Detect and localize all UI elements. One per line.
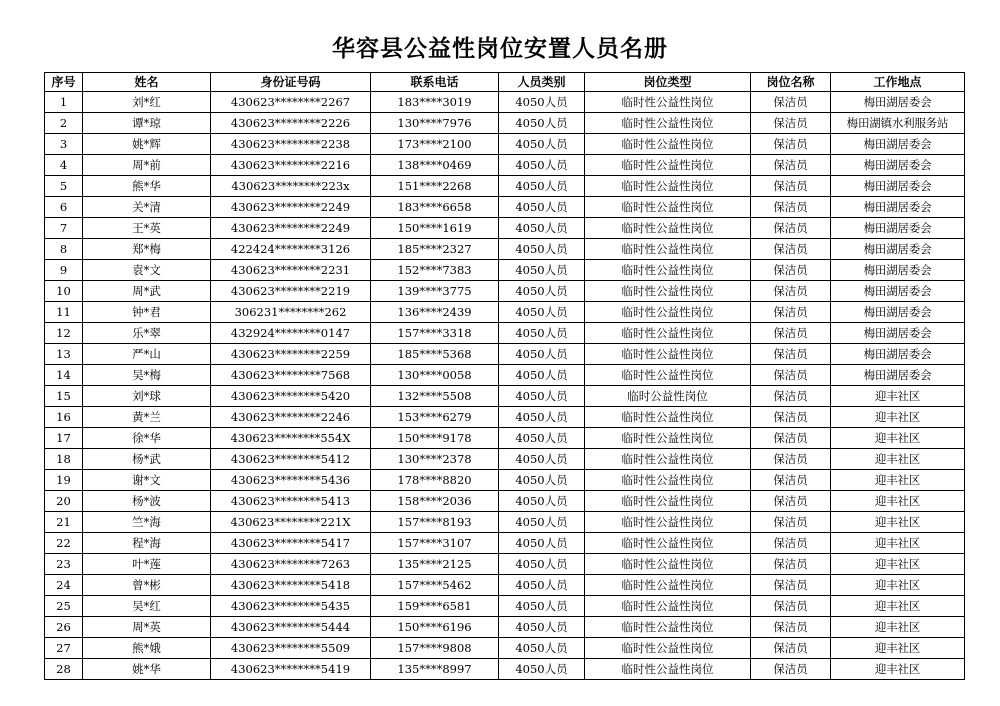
cell-id-number: 430623********5413 (211, 491, 371, 512)
table-row (45, 386, 965, 407)
cell-post-name: 保洁员 (751, 596, 831, 617)
cell-phone: 151****2268 (371, 176, 499, 197)
cell-name: 程*海 (83, 533, 211, 554)
cell-post-name: 保洁员 (751, 491, 831, 512)
cell-name: 曾*彬 (83, 575, 211, 596)
cell-post-type: 临时性公益性岗位 (585, 638, 751, 659)
cell-phone: 135****2125 (371, 554, 499, 575)
cell-post-name: 保洁员 (751, 449, 831, 470)
roster-table (44, 72, 965, 680)
cell-work-location: 梅田湖居委会 (831, 344, 965, 365)
cell-index: 2 (45, 113, 83, 134)
cell-index: 17 (45, 428, 83, 449)
cell-post-name: 保洁员 (751, 407, 831, 428)
cell-post-name: 保洁员 (751, 533, 831, 554)
cell-phone: 157****9808 (371, 638, 499, 659)
cell-category: 4050人员 (499, 449, 585, 470)
cell-post-name: 保洁员 (751, 617, 831, 638)
cell-post-name: 保洁员 (751, 470, 831, 491)
cell-id-number: 430623********5435 (211, 596, 371, 617)
table-row (45, 113, 965, 134)
cell-id-number: 430623********2226 (211, 113, 371, 134)
cell-work-location: 迎丰社区 (831, 470, 965, 491)
table-row (45, 659, 965, 680)
cell-index: 8 (45, 239, 83, 260)
cell-id-number: 430623********2246 (211, 407, 371, 428)
cell-phone: 132****5508 (371, 386, 499, 407)
cell-category: 4050人员 (499, 323, 585, 344)
cell-category: 4050人员 (499, 617, 585, 638)
table-row (45, 260, 965, 281)
cell-phone: 159****6581 (371, 596, 499, 617)
cell-post-type: 临时性公益性岗位 (585, 365, 751, 386)
cell-id-number: 430623********5444 (211, 617, 371, 638)
cell-work-location: 迎丰社区 (831, 638, 965, 659)
table-row (45, 533, 965, 554)
cell-phone: 150****1619 (371, 218, 499, 239)
table-row (45, 365, 965, 386)
table-row (45, 512, 965, 533)
table-row (45, 197, 965, 218)
cell-post-type: 临时性公益性岗位 (585, 134, 751, 155)
cell-post-type: 临时性公益性岗位 (585, 533, 751, 554)
cell-index: 12 (45, 323, 83, 344)
cell-work-location: 梅田湖居委会 (831, 176, 965, 197)
cell-post-type: 临时性公益性岗位 (585, 260, 751, 281)
cell-index: 28 (45, 659, 83, 680)
cell-id-number: 430623********2259 (211, 344, 371, 365)
table-row (45, 617, 965, 638)
table-row (45, 218, 965, 239)
cell-post-type: 临时性公益性岗位 (585, 428, 751, 449)
cell-category: 4050人员 (499, 134, 585, 155)
cell-name: 周*武 (83, 281, 211, 302)
cell-work-location: 梅田湖居委会 (831, 218, 965, 239)
cell-work-location: 梅田湖居委会 (831, 323, 965, 344)
cell-phone: 152****7383 (371, 260, 499, 281)
cell-post-name: 保洁员 (751, 281, 831, 302)
cell-index: 9 (45, 260, 83, 281)
cell-category: 4050人员 (499, 218, 585, 239)
cell-name: 关*清 (83, 197, 211, 218)
cell-index: 26 (45, 617, 83, 638)
cell-post-name: 保洁员 (751, 659, 831, 680)
cell-post-name: 保洁员 (751, 575, 831, 596)
table-row (45, 302, 965, 323)
cell-category: 4050人员 (499, 365, 585, 386)
table-row (45, 134, 965, 155)
cell-post-type: 临时性公益性岗位 (585, 407, 751, 428)
cell-id-number: 430623********7568 (211, 365, 371, 386)
cell-id-number: 430623********2238 (211, 134, 371, 155)
cell-category: 4050人员 (499, 638, 585, 659)
cell-phone: 173****2100 (371, 134, 499, 155)
cell-name: 钟*君 (83, 302, 211, 323)
cell-post-name: 保洁员 (751, 176, 831, 197)
cell-name: 袁*文 (83, 260, 211, 281)
cell-name: 周*前 (83, 155, 211, 176)
cell-id-number: 432924********0147 (211, 323, 371, 344)
cell-name: 谭*琼 (83, 113, 211, 134)
cell-name: 郑*梅 (83, 239, 211, 260)
cell-phone: 157****3318 (371, 323, 499, 344)
cell-post-name: 保洁员 (751, 260, 831, 281)
cell-work-location: 迎丰社区 (831, 512, 965, 533)
cell-id-number: 430623********2216 (211, 155, 371, 176)
cell-post-type: 临时性公益性岗位 (585, 470, 751, 491)
cell-id-number: 430623********5509 (211, 638, 371, 659)
cell-index: 3 (45, 134, 83, 155)
cell-name: 严*山 (83, 344, 211, 365)
col-header-post-name: 岗位名称 (751, 73, 831, 92)
cell-index: 14 (45, 365, 83, 386)
cell-category: 4050人员 (499, 92, 585, 113)
cell-index: 13 (45, 344, 83, 365)
cell-id-number: 430623********223x (211, 176, 371, 197)
cell-category: 4050人员 (499, 197, 585, 218)
cell-id-number: 430623********5420 (211, 386, 371, 407)
cell-name: 谢*文 (83, 470, 211, 491)
cell-post-name: 保洁员 (751, 302, 831, 323)
cell-post-type: 临时性公益性岗位 (585, 575, 751, 596)
cell-id-number: 430623********2231 (211, 260, 371, 281)
cell-post-name: 保洁员 (751, 554, 831, 575)
cell-phone: 158****2036 (371, 491, 499, 512)
cell-category: 4050人员 (499, 512, 585, 533)
cell-id-number: 430623********5417 (211, 533, 371, 554)
table-row (45, 281, 965, 302)
table-row (45, 491, 965, 512)
col-header-name: 姓名 (83, 73, 211, 92)
cell-id-number: 422424********3126 (211, 239, 371, 260)
cell-post-type: 临时性公益性岗位 (585, 92, 751, 113)
cell-post-type: 临时性公益性岗位 (585, 596, 751, 617)
cell-name: 黄*兰 (83, 407, 211, 428)
cell-name: 杨*武 (83, 449, 211, 470)
cell-index: 25 (45, 596, 83, 617)
cell-index: 22 (45, 533, 83, 554)
cell-index: 10 (45, 281, 83, 302)
cell-post-name: 保洁员 (751, 638, 831, 659)
cell-post-type: 临时性公益性岗位 (585, 155, 751, 176)
table-row (45, 344, 965, 365)
cell-phone: 150****6196 (371, 617, 499, 638)
cell-phone: 183****6658 (371, 197, 499, 218)
cell-post-name: 保洁员 (751, 92, 831, 113)
cell-work-location: 迎丰社区 (831, 428, 965, 449)
cell-name: 王*英 (83, 218, 211, 239)
cell-phone: 157****3107 (371, 533, 499, 554)
cell-work-location: 梅田湖居委会 (831, 134, 965, 155)
cell-category: 4050人员 (499, 575, 585, 596)
table-row (45, 428, 965, 449)
table-row (45, 155, 965, 176)
cell-post-name: 保洁员 (751, 113, 831, 134)
cell-post-type: 临时公益性岗位 (585, 386, 751, 407)
cell-name: 乐*翠 (83, 323, 211, 344)
cell-category: 4050人员 (499, 239, 585, 260)
cell-post-name: 保洁员 (751, 197, 831, 218)
cell-phone: 130****0058 (371, 365, 499, 386)
cell-index: 4 (45, 155, 83, 176)
cell-category: 4050人员 (499, 596, 585, 617)
cell-index: 18 (45, 449, 83, 470)
cell-work-location: 迎丰社区 (831, 449, 965, 470)
cell-name: 熊*娥 (83, 638, 211, 659)
cell-name: 姚*辉 (83, 134, 211, 155)
cell-phone: 138****0469 (371, 155, 499, 176)
cell-category: 4050人员 (499, 260, 585, 281)
cell-category: 4050人员 (499, 344, 585, 365)
cell-post-name: 保洁员 (751, 344, 831, 365)
cell-phone: 183****3019 (371, 92, 499, 113)
cell-post-name: 保洁员 (751, 365, 831, 386)
table-row (45, 407, 965, 428)
cell-index: 7 (45, 218, 83, 239)
cell-index: 1 (45, 92, 83, 113)
cell-index: 5 (45, 176, 83, 197)
cell-index: 16 (45, 407, 83, 428)
cell-index: 6 (45, 197, 83, 218)
cell-post-type: 临时性公益性岗位 (585, 554, 751, 575)
cell-id-number: 430623********554X (211, 428, 371, 449)
cell-phone: 130****7976 (371, 113, 499, 134)
cell-work-location: 梅田湖居委会 (831, 302, 965, 323)
cell-work-location: 迎丰社区 (831, 596, 965, 617)
cell-category: 4050人员 (499, 554, 585, 575)
cell-name: 吴*红 (83, 596, 211, 617)
cell-work-location: 迎丰社区 (831, 575, 965, 596)
cell-id-number: 430623********2219 (211, 281, 371, 302)
cell-id-number: 430623********5419 (211, 659, 371, 680)
cell-work-location: 迎丰社区 (831, 491, 965, 512)
cell-index: 19 (45, 470, 83, 491)
cell-category: 4050人员 (499, 533, 585, 554)
cell-work-location: 迎丰社区 (831, 659, 965, 680)
cell-category: 4050人员 (499, 302, 585, 323)
cell-post-name: 保洁员 (751, 155, 831, 176)
cell-post-type: 临时性公益性岗位 (585, 302, 751, 323)
col-header-post-type: 岗位类型 (585, 73, 751, 92)
cell-work-location: 梅田湖居委会 (831, 281, 965, 302)
table-row (45, 596, 965, 617)
cell-index: 24 (45, 575, 83, 596)
roster-body (45, 92, 965, 680)
cell-work-location: 迎丰社区 (831, 554, 965, 575)
cell-post-type: 临时性公益性岗位 (585, 449, 751, 470)
cell-name: 竺*海 (83, 512, 211, 533)
cell-post-type: 临时性公益性岗位 (585, 218, 751, 239)
cell-post-name: 保洁员 (751, 428, 831, 449)
cell-category: 4050人员 (499, 659, 585, 680)
cell-phone: 157****8193 (371, 512, 499, 533)
cell-work-location: 梅田湖居委会 (831, 155, 965, 176)
cell-name: 叶*莲 (83, 554, 211, 575)
cell-name: 熊*华 (83, 176, 211, 197)
cell-index: 11 (45, 302, 83, 323)
cell-post-type: 临时性公益性岗位 (585, 659, 751, 680)
cell-name: 周*英 (83, 617, 211, 638)
cell-phone: 178****8820 (371, 470, 499, 491)
cell-category: 4050人员 (499, 386, 585, 407)
table-row (45, 638, 965, 659)
cell-work-location: 迎丰社区 (831, 533, 965, 554)
cell-post-type: 临时性公益性岗位 (585, 239, 751, 260)
table-row (45, 323, 965, 344)
cell-category: 4050人员 (499, 428, 585, 449)
cell-phone: 150****9178 (371, 428, 499, 449)
cell-post-name: 保洁员 (751, 239, 831, 260)
table-row (45, 575, 965, 596)
cell-post-name: 保洁员 (751, 512, 831, 533)
col-header-index: 序号 (45, 73, 83, 92)
cell-id-number: 430623********5418 (211, 575, 371, 596)
col-header-work-location: 工作地点 (831, 73, 965, 92)
cell-work-location: 梅田湖居委会 (831, 239, 965, 260)
cell-phone: 139****3775 (371, 281, 499, 302)
cell-index: 20 (45, 491, 83, 512)
cell-id-number: 430623********7263 (211, 554, 371, 575)
cell-work-location: 梅田湖居委会 (831, 92, 965, 113)
cell-index: 21 (45, 512, 83, 533)
cell-id-number: 430623********2249 (211, 218, 371, 239)
cell-post-name: 保洁员 (751, 218, 831, 239)
cell-phone: 136****2439 (371, 302, 499, 323)
cell-post-type: 临时性公益性岗位 (585, 281, 751, 302)
cell-name: 刘*球 (83, 386, 211, 407)
table-row (45, 239, 965, 260)
cell-phone: 135****8997 (371, 659, 499, 680)
cell-post-name: 保洁员 (751, 386, 831, 407)
cell-id-number: 430623********2267 (211, 92, 371, 113)
col-header-phone: 联系电话 (371, 73, 499, 92)
cell-post-type: 临时性公益性岗位 (585, 113, 751, 134)
cell-id-number: 430623********5436 (211, 470, 371, 491)
table-row (45, 176, 965, 197)
cell-category: 4050人员 (499, 113, 585, 134)
cell-name: 徐*华 (83, 428, 211, 449)
cell-name: 吴*梅 (83, 365, 211, 386)
page-title: 华容县公益性岗位安置人员名册 (332, 35, 668, 62)
cell-post-type: 临时性公益性岗位 (585, 344, 751, 365)
cell-phone: 185****2327 (371, 239, 499, 260)
cell-category: 4050人员 (499, 470, 585, 491)
table-row (45, 449, 965, 470)
cell-name: 姚*华 (83, 659, 211, 680)
cell-work-location: 迎丰社区 (831, 617, 965, 638)
table-row (45, 470, 965, 491)
cell-id-number: 430623********2249 (211, 197, 371, 218)
cell-phone: 130****2378 (371, 449, 499, 470)
col-header-category: 人员类别 (499, 73, 585, 92)
cell-id-number: 430623********221X (211, 512, 371, 533)
cell-name: 刘*红 (83, 92, 211, 113)
cell-index: 27 (45, 638, 83, 659)
cell-index: 15 (45, 386, 83, 407)
cell-id-number: 430623********5412 (211, 449, 371, 470)
cell-post-type: 临时性公益性岗位 (585, 512, 751, 533)
cell-post-type: 临时性公益性岗位 (585, 323, 751, 344)
header-row (45, 73, 965, 92)
cell-post-type: 临时性公益性岗位 (585, 491, 751, 512)
table-row (45, 92, 965, 113)
cell-phone: 157****5462 (371, 575, 499, 596)
cell-category: 4050人员 (499, 281, 585, 302)
cell-category: 4050人员 (499, 155, 585, 176)
table-row (45, 554, 965, 575)
cell-post-type: 临时性公益性岗位 (585, 176, 751, 197)
cell-phone: 153****6279 (371, 407, 499, 428)
cell-post-name: 保洁员 (751, 323, 831, 344)
cell-post-name: 保洁员 (751, 134, 831, 155)
cell-work-location: 梅田湖居委会 (831, 260, 965, 281)
cell-work-location: 迎丰社区 (831, 386, 965, 407)
cell-index: 23 (45, 554, 83, 575)
col-header-id-number: 身份证号码 (211, 73, 371, 92)
cell-phone: 185****5368 (371, 344, 499, 365)
cell-id-number: 306231********262 (211, 302, 371, 323)
cell-work-location: 梅田湖镇水利服务站 (831, 113, 965, 134)
cell-category: 4050人员 (499, 491, 585, 512)
cell-work-location: 梅田湖居委会 (831, 197, 965, 218)
cell-post-type: 临时性公益性岗位 (585, 617, 751, 638)
cell-work-location: 梅田湖居委会 (831, 365, 965, 386)
cell-category: 4050人员 (499, 176, 585, 197)
cell-category: 4050人员 (499, 407, 585, 428)
cell-work-location: 迎丰社区 (831, 407, 965, 428)
cell-post-type: 临时性公益性岗位 (585, 197, 751, 218)
cell-name: 杨*波 (83, 491, 211, 512)
